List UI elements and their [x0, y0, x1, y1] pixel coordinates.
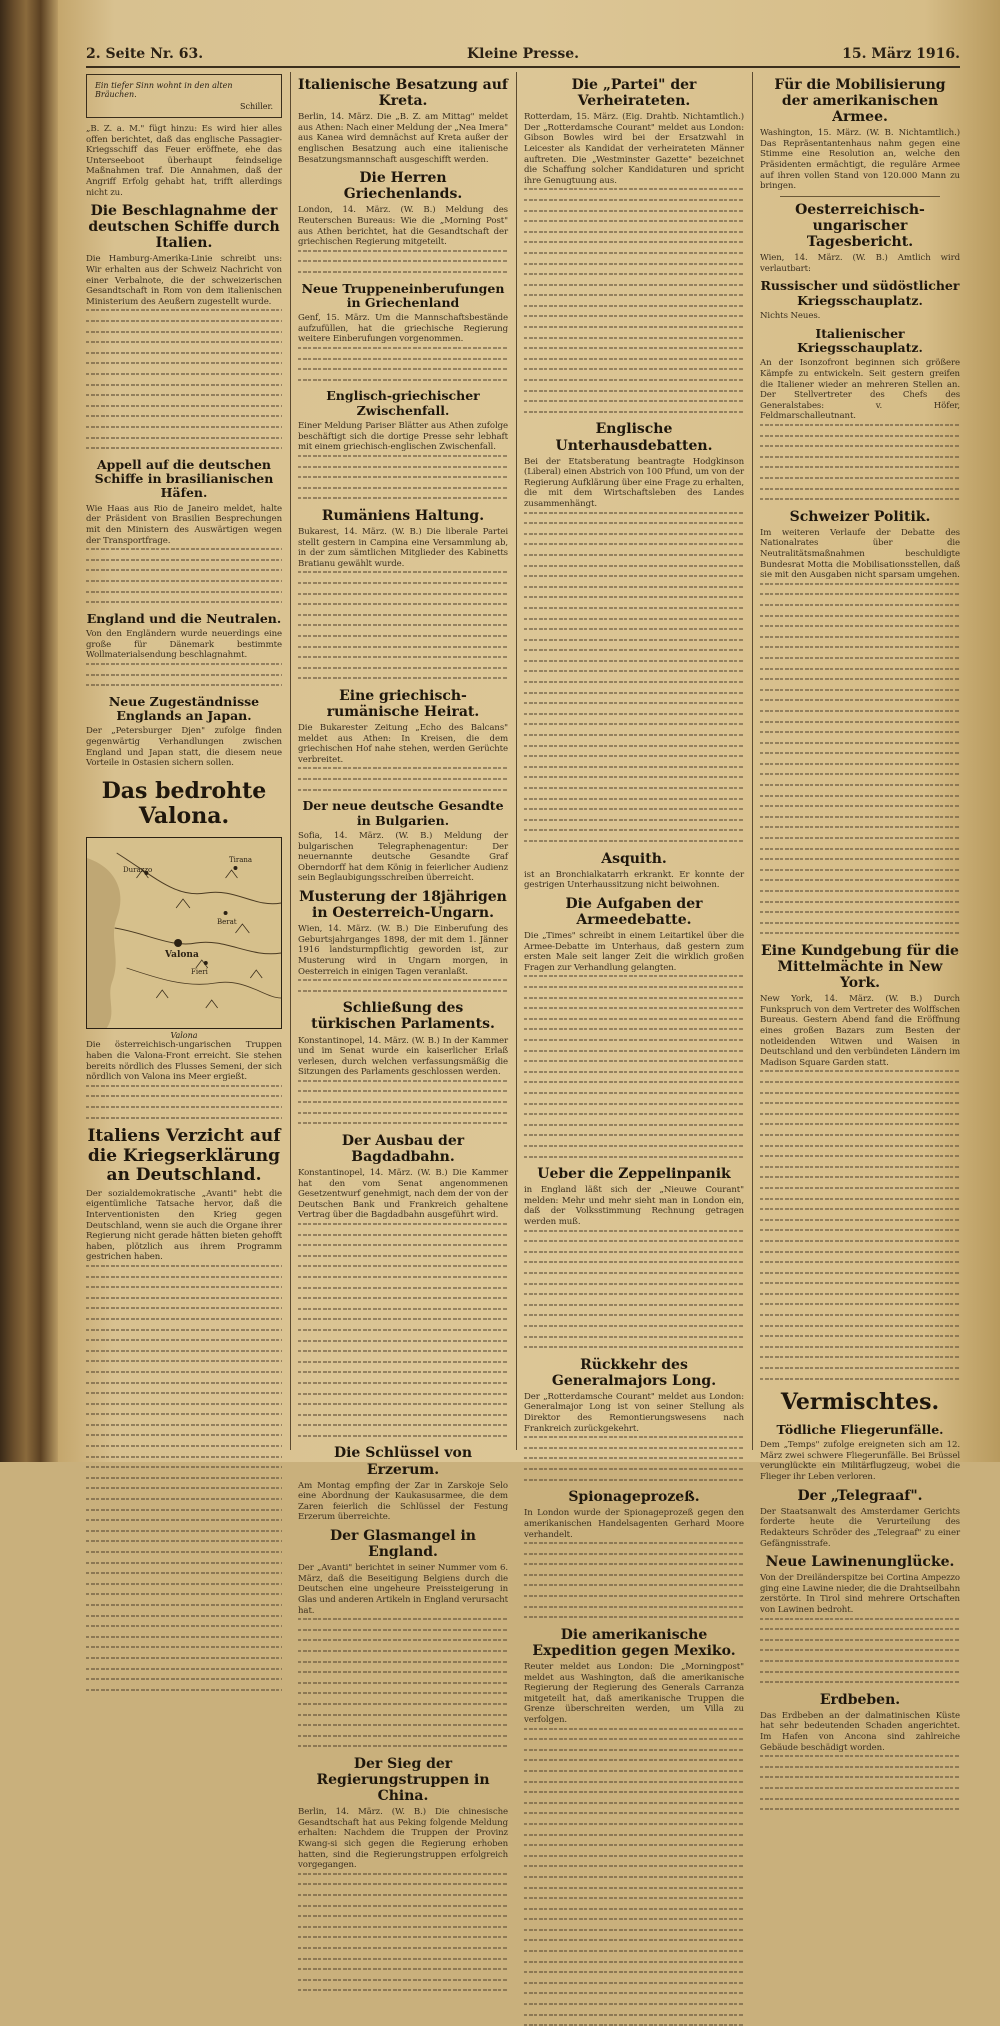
text-lines	[524, 975, 744, 1157]
book-binding	[0, 0, 58, 1462]
article-valona: Die österreichisch-ungarischen Truppen haben die Valona-Front erreicht. Sie stehen bereits nördlich des Flusses Semeni, der sich nördlich von Valona ins Meer ergießt.	[86, 1040, 282, 1083]
text-lines	[86, 1085, 282, 1119]
issue-date: 15. März 1916.	[842, 46, 960, 62]
text-lines	[298, 1080, 508, 1124]
headline-vermischtes: Vermischtes.	[780, 1388, 940, 1415]
article-verheiratete: Rotterdam, 15. März. (Eig. Drahtb. Nichtamtlich.) Der „Rotterdamsche Courant" meldet aus London: Gibson Bowles wird bei der Ersatzwahl in Leicester als Kandidat der verheirateten Männer auftreten. Die „Westminster Gazette" bezeichnet die Schaffung solcher Kandidaturen und spricht ihre Genugtuung aus.	[524, 112, 744, 186]
headline-lawinenunglueck: Neue Lawinenunglücke.	[765, 1554, 955, 1571]
headline-brasilien: Appell auf die deutschen Schiffe in brasilianischen Häfen.	[94, 456, 274, 501]
headline-erdbeben: Erdbeben.	[819, 1691, 901, 1708]
text-lines	[524, 188, 744, 412]
text-lines	[760, 424, 960, 500]
text-lines	[298, 979, 508, 992]
text-lines	[524, 1728, 744, 2026]
article-fliegerunfaelle: Dem „Temps" zufolge ereigneten sich am 12. März zwei schwere Fliegerunfälle. Bei Brüssel verunglückte ein Militärflugzeug, wobei die Flieger ihr Leben verloren.	[760, 1440, 960, 1483]
map-label-valona: Valona	[165, 950, 199, 961]
map-caption: Valona	[170, 1031, 198, 1041]
article-heirat: Die Bukarester Zeitung „Echo des Balcans" meldet aus Athen: In Kreisen, die dem griechischen Hof nahe stehen, werden Gerüchte verbreitet.	[298, 723, 508, 765]
headline-unterhausdebatten: Englische Unterhausdebatten.	[555, 421, 713, 454]
text-lines	[760, 1618, 960, 1684]
article-china: Berlin, 14. März. (W. B.) Die chinesische Gesandtschaft hat aus Peking folgende Meldung erhalten: Nachdem die Truppen der Provinz Kwang-si sich gegen die Regierung erhoben hatten, sind die Regierungstruppen erfolgreich vorgegangen.	[298, 1807, 508, 1871]
article-zwischenfall: Einer Meldung Pariser Blätter aus Athen zufolge beschäftigt sich die dortige Presse sehr lebhaft mit einem griechisch-englischen Zwischenfall.	[298, 421, 508, 453]
article-griechenland: London, 14. März. (W. B.) Meldung des Reuterschen Bureaus: Wie die „Morning Post" aus Athen berichtet, hat die Gesandtschaft der griechischen Regierung mitgeteilt.	[298, 205, 508, 248]
map-label-tirana: Tirana	[229, 856, 253, 865]
motto-text: Ein tiefer Sinn wohnt in den alten Bräuchen.	[95, 81, 233, 99]
article-generalmajor: Der „Rotterdamsche Courant" meldet aus London: Generalmajor Long ist von seiner Stellung als Direktor des Remontierungswesens nach Frankreich zurückgekehrt.	[524, 1391, 744, 1434]
text-lines	[760, 583, 960, 935]
text-lines	[760, 1755, 960, 1810]
headline-musterung: Musterung der 18jährigen in Oesterreich-Ungarn.	[299, 888, 507, 922]
newspaper-page	[58, 0, 1000, 1871]
headline-parlament: Schließung des türkischen Parlaments.	[311, 1000, 495, 1033]
text-lines	[524, 1230, 744, 1349]
article-glasmangel: Der „Avanti" berichtet in seiner Nummer vom 6. März, daß die Beseitigung Belgiens durch die Deutschen eine ungeheure Preissteigerung in Glas und anderen Artikeln in England verursacht hat.	[298, 1563, 509, 1616]
text-lines	[298, 1618, 508, 1747]
page-number: 2. Seite Nr. 63.	[86, 46, 204, 62]
headline-telegraaf: Der „Telegraaf".	[797, 1487, 923, 1504]
column-4	[760, 72, 960, 1753]
article-spionageprozess: In London wurde der Spionageprozeß gegen den amerikanischen Handelsagenten Gerhard Moore verhandelt.	[524, 1508, 744, 1540]
headline-asquith: Asquith.	[601, 850, 667, 867]
article-japan: Der „Petersburger Djen" zufolge finden gegenwärtig Verhandlungen zwischen England und Japan statt, die diesem neue Vorteile in Ostasien sichern sollen.	[86, 726, 282, 769]
headline-zwischenfall: Englisch-griechischer Zwischenfall.	[326, 388, 480, 418]
headline-russischer-kriegsschauplatz: Russischer und südöstlicher Kriegsschauplatz.	[760, 278, 960, 308]
article-lawinenunglueck: Von der Dreiländerspitze bei Cortina Ampezzo ging eine Lawine nieder, die die Drahtseilbahn zerstörte. In Tirol sind mehrere Ortschaften von Lawinen bedroht.	[760, 1573, 960, 1616]
headline-spionageprozess: Spionageprozeß.	[568, 1489, 700, 1506]
page-header	[86, 44, 960, 68]
article-mexiko: Reuter meldet aus London: Die „Morningpost" meldet aus Washington, daß die amerikanische Regierung der Regierung des Generals Carranza mitgeteilt hat, daß amerikanische Truppen die Grenze überschreiten werden, um Villa zu verfolgen.	[524, 1662, 744, 1725]
article-truppeneinberufungen: Genf, 15. März. Um die Mannschaftsbestände aufzufüllen, hat die griechische Regierung weitere Einberufungen vorgenommen.	[298, 313, 508, 345]
motto-author: Schiller.	[239, 102, 273, 111]
text-lines	[298, 455, 508, 499]
article-schweizer-politik: Im weiteren Verlaufe der Debatte des Nationalrates über die Neutralitätsmaßnahmen beschuldigte Bundesrat Motta die Mobilisationsstellen, daß sie mit den Ausgaben nicht sparsam umgehen.	[760, 527, 960, 581]
headline-glasmangel: Der Glasmangel in England.	[330, 1528, 476, 1561]
text-lines	[298, 347, 508, 381]
text-lines	[86, 663, 282, 686]
text-lines	[524, 1436, 744, 1480]
article-beschlagnahme: Die Hamburg-Amerika-Linie schreibt uns: Wir erhalten aus der Schweiz Nachricht von einer Verbalnote, die der schweizerischen Gesandtschaft in Rom von dem italienischen Ministerium des Aeußern zugestellt wurde.	[86, 254, 282, 307]
map-label-berat: Berat	[217, 918, 237, 927]
article-musterung: Wien, 14. März. (W. B.) Die Einberufung des Geburtsjahrganges 1898, der mit dem 1. Jänner 1916 landsturmpflichtig geworden ist, zur Musterung wird in Ungarn morgen, in Oesterreich in einigen Tagen veranlaßt.	[298, 924, 508, 977]
text-lines	[298, 1873, 508, 1992]
text-lines	[298, 767, 508, 790]
headline-gesandte-bulgarien: Der neue deutsche Gesandte in Bulgarien.	[302, 798, 504, 828]
newspaper-title: Kleine Presse.	[466, 46, 580, 62]
column-3	[524, 72, 744, 1725]
article-erdbeben: Das Erdbeben an der dalmatinischen Küste hat sehr bedeutenden Schaden angerichtet. Im Hafen von Ancona sind zahlreiche Gebäude beschädigt worden.	[760, 1710, 960, 1753]
column-rule	[516, 72, 517, 1450]
text-lines	[298, 250, 508, 273]
text-lines	[760, 1070, 960, 1379]
headline-kundgebung: Eine Kundgebung für die Mittelmächte in New York.	[761, 942, 959, 992]
column-1	[86, 72, 282, 1450]
article-armeedebatte: Die „Times" schreibt in einem Leitartikel über die Armee-Debatte im Unterhaus, daß gestern zum ersten Male seit langer Zeit die wirklich großen Fragen zur Verhandlung gelangten.	[524, 931, 744, 973]
text-lines	[298, 1223, 508, 1437]
text-lines	[86, 1265, 282, 1691]
column-2	[298, 72, 509, 1871]
article-parlament: Konstantinopel, 14. März. (W. B.) In der Kammer und im Senat wurde ein kaiserlicher Erlaß verlesen, durch welchen verfassungsmäßig die Sitzungen des Parlaments geschlossen werden.	[298, 1035, 508, 1078]
headline-generalmajor: Rückkehr des Generalmajors Long.	[551, 1356, 717, 1389]
divider	[780, 196, 940, 197]
article-neutrale: Von den Engländern wurde neuerdings eine große für Dänemark bestimmte Wollmaterialsendung beschlagnahmt.	[86, 629, 282, 661]
headline-italienischer-kriegsschauplatz: Italienischer Kriegsschauplatz.	[797, 325, 923, 356]
article-italiens-verzicht: Der sozialdemokratische „Avanti" hebt die eigentümliche Tatsache hervor, daß die Interventionisten den Krieg gegen Deutschland, wenn sie auch die Organe ihrer Regierung nicht gerade hätten bieten gehofft haben, plötzlich aus ihrem Programm gestrichen haben.	[86, 1188, 282, 1263]
headline-beschlagnahme: Die Beschlagnahme der deutschen Schiffe durch Italien.	[88, 203, 280, 252]
headline-mexiko: Die amerikanische Expedition gegen Mexiko.	[532, 1626, 736, 1659]
headline-china: Der Sieg der Regierungstruppen in China.	[316, 1755, 490, 1805]
article-gesandte-bulgarien: Sofia, 14. März. (W. B.) Meldung der bulgarischen Telegraphenagentur: Der neuernannte deutsche Gesandte Graf Oberndorff hat dem König in feierlicher Audienz sein Beglaubigungsschreiben überreicht.	[298, 831, 508, 884]
headline-japan: Neue Zugeständnisse Englands an Japan.	[108, 693, 260, 724]
headline-zeppelinpanik: Ueber die Zeppelinpanik	[537, 1166, 731, 1183]
map-label-durazzo: Durazzo	[123, 866, 153, 875]
text-lines	[524, 512, 744, 842]
headline-valona: Das bedrohte Valona.	[101, 777, 267, 830]
headline-erzerum: Die Schlüssel von Erzerum.	[333, 1445, 473, 1478]
article-asquith: ist an Bronchialkatarrh erkrankt. Er konnte der gestrigen Unterhaussitzung nicht beiwohnen.	[524, 869, 744, 891]
headline-heirat: Eine griechisch-rumänische Heirat.	[326, 687, 480, 720]
text-lines	[86, 309, 282, 449]
headline-tagesbericht: Oesterreichisch-ungarischer Tagesbericht.	[795, 201, 925, 251]
text-lines	[86, 548, 282, 603]
map-illustration	[87, 838, 281, 1028]
article-rumaenien: Bukarest, 14. März. (W. B.) Die liberale Partei stellt gestern in Campina eine Versammlung ab, in der zum sämtlichen Mitglieder des Kabinetts Bratianu gewählt wurde.	[298, 527, 508, 569]
article-mobilisierung: Washington, 15. März. (W. B. Nichtamtlich.) Das Repräsentantenhaus nahm gegen eine Stimme eine Resolution an, welche den Präsidenten ermächtigt, die reguläre Armee auf ihren vollen Stand von 120.000 Mann zu bringen.	[760, 128, 960, 192]
motto-box	[86, 74, 282, 118]
headline-griechenland: Die Herren Griechenlands.	[343, 170, 463, 203]
article-zeppelinpanik: in England läßt sich der „Nieuwe Courant" melden: Mehr und mehr sieht man in London ein, daß der Volksstimmung Rechnung getragen werden muß.	[524, 1185, 744, 1227]
column-rule	[290, 72, 291, 1450]
headline-mobilisierung: Für die Mobilisierung der amerikanischen Armee.	[774, 77, 946, 126]
article-unterhausdebatten: Bei der Etatsberatung beantragte Hodgkinson (Liberal) einen Abstrich von 100 Pfund, um von der Regierung Aufklärung über eine Frage zu erhalten, die mit dem Wirtschaftsleben des Landes zusammenhängt.	[524, 456, 744, 509]
article-russischer-kriegsschauplatz: Nichts Neues.	[760, 311, 821, 322]
article-tagesbericht: Wien, 14. März. (W. B.) Amtlich wird verlautbart:	[760, 253, 960, 274]
text-lines	[298, 571, 508, 679]
headline-italiens-verzicht: Italiens Verzicht auf die Kriegserklärung an Deutschland.	[87, 1126, 281, 1186]
intro-paragraph: „B. Z. a. M." fügt hinzu: Es wird hier alles offen berichtet, daß das englische Passagier-Kriegsschiff das Feuer eröffnete, ehe das Unterseeboot überhaupt feindselige Maßnahmen traf. Die Annahmen, daß der Angriff Erfolg gehabt hat, trifft allerdings nicht zu.	[86, 124, 282, 198]
headline-kreta: Italienische Besatzung auf Kreta.	[298, 77, 508, 110]
headline-rumaenien: Rumäniens Haltung.	[321, 507, 485, 524]
map-label-fieri: Fieri	[191, 968, 208, 977]
article-italienischer-kriegsschauplatz: An der Isonzofront beginnen sich größere Kämpfe zu entwickeln. Seit gestern greifen die Italiener wieder an mehreren Stellen an. Der Stellvertreter des Chefs des Generalstabes: v. Höfer, Feldmarschalleutnant.	[760, 358, 960, 422]
text-lines	[524, 1542, 744, 1618]
column-rule	[752, 72, 753, 1450]
headline-neutrale: England und die Neutralen.	[86, 610, 282, 626]
headline-truppeneinberufungen: Neue Truppeneinberufungen in Griechenland	[301, 280, 505, 310]
article-kreta: Berlin, 14. März. Die „B. Z. am Mittag" meldet aus Athen: Nach einer Meldung der „Nea Imera" aus Kanea wird demnächst auf Kreta außer der englischen Besatzung auch eine italienische Besatzungsmannschaft ausgeschifft werden.	[298, 112, 508, 165]
article-telegraaf: Der Staatsanwalt des Amsterdamer Gerichts forderte heute die Verurteilung des Redakteurs Schröder des „Telegraaf" zu einer Gefängnisstrafe.	[760, 1506, 960, 1549]
headline-bagdadbahn: Der Ausbau der Bagdadbahn.	[341, 1132, 465, 1165]
article-brasilien: Wie Haas aus Rio de Janeiro meldet, halte der Präsident von Brasilien Besprechungen mit den Ministern des Auswärtigen wegen der Transportfrage.	[86, 503, 282, 546]
article-kundgebung: New York, 14. März. (W. B.) Durch Funkspruch von dem Vertreter des Wolffschen Bureaus. Gestern Abend fand die Eröffnung eines großen Bazars zum Besten der notleidenden Witwen und Waisen in Deutschland und den verbündeten Ländern im Madison Square Garden statt.	[760, 994, 960, 1068]
headline-verheiratete: Die „Partei" der Verheirateten.	[571, 77, 697, 110]
headline-fliegerunfaelle: Tödliche Fliegerunfälle.	[776, 1421, 944, 1437]
headline-schweizer-politik: Schweizer Politik.	[789, 508, 931, 525]
article-bagdadbahn: Konstantinopel, 14. März. (W. B.) Die Kammer hat den vom Senat angenommenen Gesetzentwurf genehmigt, nach dem der von der Deutschen Bank und Frankreich gehaltene Vertrag über die Bagdadbahn ausgeführt wird.	[298, 1168, 508, 1221]
headline-armeedebatte: Die Aufgaben der Armeedebatte.	[565, 895, 703, 928]
article-erzerum: Am Montag empfing der Zar in Zarskoje Selo eine Abordnung der Kaukasusarmee, die dem Zaren feierlich die Schlüssel der Festung Erzerum überreichte.	[298, 1480, 508, 1523]
valona-map	[86, 837, 282, 1029]
